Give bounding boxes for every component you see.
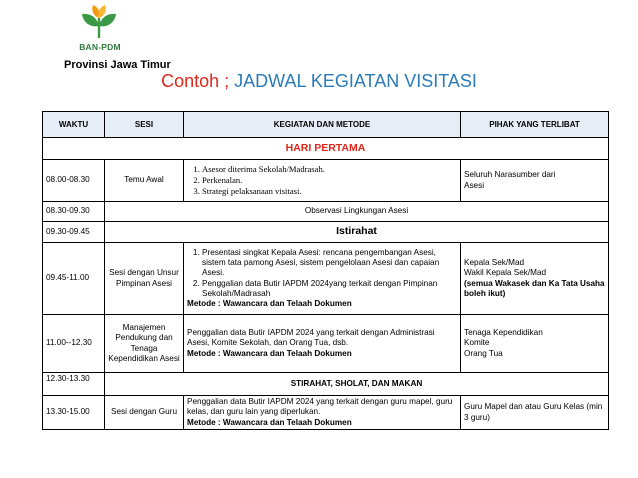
- pihak-note: (semua Wakasek dan Ka Tata Usaha boleh ikut): [464, 278, 605, 298]
- leaf-logo-icon: [78, 4, 120, 40]
- pihak-line: Asesi: [464, 180, 485, 190]
- cell-sesi: Sesi dengan Unsur Pimpinan Asesi: [105, 243, 184, 315]
- list-item: 2. Penggalian data Butir IAPDM 2024yang terkait dengan Pimpinan Sekolah/Madrasah: [202, 279, 457, 300]
- kegiatan-text: Penggalian data Butir IAPDM 2024 yang terkait dengan guru mapel, guru kelas, dan guru lain yang diperlukan.: [187, 397, 453, 417]
- list-item: 3. Strategi pelaksanaan visitasi.: [202, 186, 457, 197]
- cell-waktu: 09.45-11.00: [43, 243, 105, 315]
- pihak-line: Komite: [464, 338, 490, 348]
- title-main: JADWAL KEGIATAN VISITASI: [234, 71, 477, 91]
- metode-label: Metode : Wawancara dan Telaah Dokumen: [187, 417, 352, 427]
- header-waktu: WAKTU: [43, 112, 105, 138]
- cell-kegiatan: [184, 160, 461, 202]
- cell-pihak: [461, 243, 609, 315]
- cell-kegiatan: [184, 243, 461, 315]
- pihak-line: Orang Tua: [464, 348, 503, 358]
- cell-merged: Istirahat: [105, 222, 609, 243]
- table-row: [43, 373, 609, 396]
- cell-pihak: [461, 160, 609, 202]
- cell-waktu: 08.00-08.30: [43, 160, 105, 202]
- cell-kegiatan: [184, 315, 461, 373]
- table-row: [43, 160, 609, 202]
- list-item: 1. Asesor diterima Sekolah/Madrasah.: [202, 164, 457, 175]
- list-item: 1. Presentasi singkat Kepala Asesi: rencana pengembangan Asesi, sistem tata pamong Asesi, sistem pengelolaan Asesi dan capaian Asesi.: [202, 248, 457, 279]
- cell-pihak: Guru Mapel dan atau Guru Kelas (min 3 guru): [461, 396, 609, 430]
- cell-pihak: [461, 315, 609, 373]
- table-header-row: [43, 112, 609, 138]
- table-row: [43, 396, 609, 430]
- table-row: [43, 243, 609, 315]
- province-label: Provinsi Jawa Timur: [64, 59, 171, 71]
- pihak-line: Kepala Sek/Mad: [464, 258, 525, 267]
- metode-label: Metode : Wawancara dan Telaah Dokumen: [187, 299, 352, 308]
- list-item: 2. Perkenalan.: [202, 175, 457, 186]
- pihak-line: Seluruh Narasumber dari: [464, 170, 556, 180]
- pihak-line: Tenaga Kependidikan: [464, 328, 543, 338]
- cell-sesi: Sesi dengan Guru: [105, 396, 184, 430]
- ban-pdm-logo: [74, 4, 124, 56]
- table-row: [43, 222, 609, 243]
- cell-waktu: 08.30-09.30: [43, 202, 105, 222]
- cell-sesi: Manajemen Pendukung dan Tenaga Kependidikan Asesi: [105, 315, 184, 373]
- header-kegiatan: KEGIATAN DAN METODE: [184, 112, 461, 138]
- logo-text: BAN-PDM: [79, 42, 121, 52]
- cell-waktu: 13.30-15.00: [43, 396, 105, 430]
- cell-merged: Observasi Lingkungan Asesi: [105, 202, 609, 222]
- pihak-line: Wakil Kepala Sek/Mad: [464, 268, 547, 278]
- cell-kegiatan: [184, 396, 461, 430]
- table-row: [43, 202, 609, 222]
- cell-waktu: 12.30-13.30: [43, 373, 105, 396]
- page-title: [0, 71, 638, 92]
- schedule-table: [42, 111, 609, 430]
- kegiatan-text: Penggalian data Butir IAPDM 2024 yang terkait dengan Administrasi Asesi, Komite Sekolah, dan Orang Tua, dsb.: [187, 328, 435, 348]
- title-prefix: Contoh ;: [161, 71, 230, 91]
- header-pihak: PIHAK YANG TERLIBAT: [461, 112, 609, 138]
- cell-waktu: 11.00--12.30: [43, 315, 105, 373]
- table-row: [43, 315, 609, 373]
- day-row: [43, 138, 609, 160]
- day-header: HARI PERTAMA: [43, 138, 609, 160]
- cell-waktu: 09.30-09.45: [43, 222, 105, 243]
- header-sesi: SESI: [105, 112, 184, 138]
- cell-merged: STIRAHAT, SHOLAT, DAN MAKAN: [105, 373, 609, 396]
- cell-sesi: Temu Awal: [105, 160, 184, 202]
- metode-label: Metode : Wawancara dan Telaah Dokumen: [187, 348, 352, 358]
